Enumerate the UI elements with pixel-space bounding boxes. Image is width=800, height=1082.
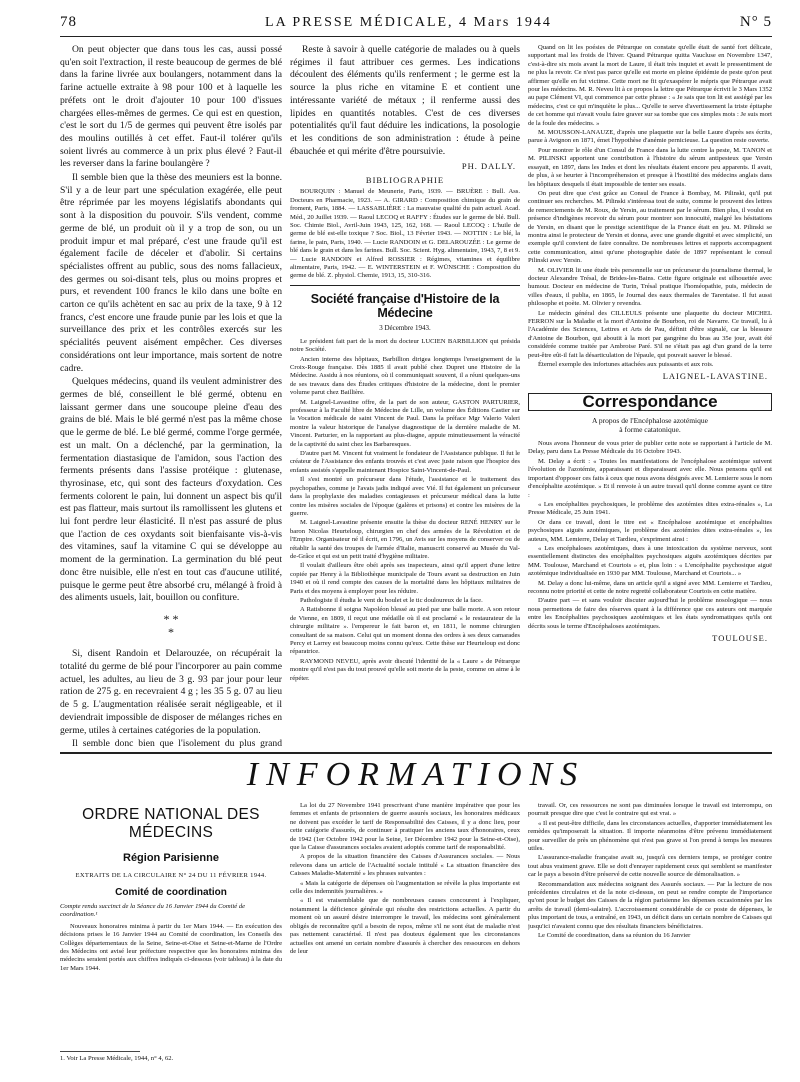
section-date: 3 Décembre 1943. [379,323,431,332]
paragraph: D'autre part — et sans vouloir discuter aujourd'hui le problème nosologique — nous nous permettons de faire des réserves quant à la différence que ces auteurs ont marquée entre les Encéphalites psychosiques azotémiques et les états syndromatiques qu'ils ont décrits sous le terme d'Encéphaloses azotémiques. [528,597,772,630]
paragraph: M. Delay a donc lui-même, dans un article qu'il a signé avec MM. Lemierre et Tardieu, reconnu notre priorité et cette de notre regretté collaborateur Courtois en cette matière. [528,579,772,595]
journal-title: LA PRESSE MÉDICALE, 4 Mars 1944 [265,15,552,30]
paragraph: Nouveaux honoraires minima à partir du 1er Mars 1944. — En exécution des décisions prises le 16 Janvier 1944 au Comité de coordination, les Conseils des Collèges départementaux de la Seine, Seine-et-Oise et Seine-et-Marne de l'Ordre des Médecins ont avisé leur préfecture respective que les honoraires minima des médecins seraient portés aux chiffres indiqués ci-dessous (voir tableau) à la date du 1er Mars 1944. [60,922,282,972]
issue-number: N° 5 [739,14,772,30]
correspondence-subtitle: A propos de l'Encéphalose azotémique à forme catatonique. [592,416,708,434]
informations-title: INFORMATIONS [246,756,586,793]
column-3 [528,44,772,749]
paragraph: Le médecin général des CILLEULS présente une plaquette du docteur MICHEL FERRON sur la Maladie et la mort d'Antoine de Bourbon, roi de Navarre. Ce travail, lu à l'Académie des Sciences, Lettres et Arts de Pau, définit d'être signalé, car la blessure d'Antoine de Bourbon, qui aboutit à la mort par gangrène du bras au 35e jour, avait été considérée comme traitée par Ambroise Paré. S'il ne s'était pas agi d'un grand de la terre peut-être eût-il fait la désarticulation de l'épaule, qui pouvait sauver le blessé. [528,309,772,359]
paragraph: Pathologiste il étudia le vent du boulet et le tic douloureux de la face. [300,596,483,604]
paragraph: Il semble donc bien que l'isolement du plus grand [72,738,282,749]
author-signature: PH. DALLY. [461,161,516,172]
ordre-section [60,802,282,1072]
paragraph: Reste à savoir à quelle catégorie de malades ou à quels régimes il faut attribuer ces germes. Les indications découlent des éléments qu'ils renferment ; le germe est la source la plus riche en vitamine E et contient une intéressante variété de métaux ; il renferme aussi des lipides en quantités notables. C'est de ces diverses potentialités qu'il faut déduire les indications, la posologie et les conditions de son administration : étude à peine ébauchée et qui mérite d'être poursuivie. [290,44,520,157]
paragraph: Il semble bien que la thèse des meuniers est la bonne. S'il y a de leur part une spéculation exagérée, elle peut être réprimée par les moyens législatifs abondants qui sont à la disposition du pouvoir. S'ils vendent, comme germe de blé, un produit où il y a trop de son, ou un produit impur et mal préparé, c'est une fraude qu'il est également facile de déceler et d'abolir. Si certains spécialistes offrent au public, sous des noms fallacieux, des germes ou soi-disant tels, plus ou moins propres et purs, et revendent 100 francs le kilo dans une boîte en carton ce qu'ils achètent en sac au prix de la taxe, 9 à 12 francs, c'est encore une fraude punie par les lois et que la surveillance des prix et les contrôles exercés sur les spécialités peuvent aisément empêcher. Ces diverses considérations ont leur importance, mais sortent de notre cadre. [60,172,282,374]
paragraph: Éternel exemple des infortunes attachées aux puissants et aux rois. [538,361,714,369]
page-number: 78 [60,14,77,30]
paragraph: La loi du 27 Novembre 1941 prescrivant d'une manière impérative que pour les femmes et enfants de prisonniers de guerre assurés sociaux, les honoraires médicaux ne doivent pas excéder le tarif de Responsabilité des Caisses, il y a donc lieu, pour cette catégorie d'assurés, de continuer à pratiquer les anciens taux d'honoraires, ceux de 1942 (1er Octobre 1942 pour la Seine, 1er Décembre 1942 pour la Seine-et-Oise), que la Caisse d'assurances sociales avaient adoptés comme tarif de responsabilité. [290,802,520,852]
informations-column-3 [528,802,772,1072]
paragraph: M. OLIVIER lit une étude très personnelle sur un précurseur du journalisme thermal, le docteur Alexandre Trésal, de Brides-les-Bains. Cette figure originale est silhouettée avec humour. Docteur en médecine de Turin, Trésal pratique l'homéopathie, puis, médecin de villes d'eaux, il publia, en 1865, le Journal des eaux thermales de Tarentaise. Il fut aussi philosophe et poète. M. Olivier y revendra. [528,266,772,308]
paragraph: « Il est peut-être difficile, dans les circonstances actuelles, d'apporter immédiatement les remèdes qu'imposerait la situation. Il importe néanmoins d'être prévenu immédiatement pour surveiller de près un phénomène qui n'est pas grave si l'on prend à temps les mesures utiles. [528,819,772,853]
compte-rendu-line: Compte rendu succinct de la Séance du 16 Janvier 1944 du Comité de coordination.¹ [60,903,246,919]
paragraph: « Mais la catégorie de dépenses où l'augmentation se révèle la plus importante est celle des indemnités journalières. » [290,879,520,896]
paragraph: « Il est vraisemblable que de nombreuses causes concourent à l'expliquer, notamment la déficience générale qui résulte des restrictions actuelles. A partir du moment où un assuré désire interrompre le travail, les médecins sont généralement obligés de reconnaître qu'il a besoin de repos, même s'il ne sont état de maladie n'est pas nettement caractérisé. Il n'est pas douteux également que les circonstances actuelles ont amené un certain nombre d'assurés à chercher des ressources en dehors de leur [290,897,520,955]
author-signature: LAIGNEL-LAVASTINE. [662,371,768,382]
paragraph: Le président fait part de la mort du docteur LUCIEN BARBILLION qui présida notre Société. [290,337,520,354]
paragraph: Quand on lit les poésies de Pétrarque on constate qu'elle était de santé fort délicate, supportant mal les froids de l'hiver. Quand Pétrarque quitta Vaucluse en Novembre 1347, c'est-à-dire six mois avant la mort de Laure, il était très inquiet et avait le pressentiment de ne plus la revoir. Ce n'est pas parce qu'elle est morte en pleine épidémie de peste qu'on peut affirmer qu'elle en fut victime. Cette mort ne fit qu'exaspérer le mépris que Pétrarque avait pour les médecins. M. R. Neveu lit à ce propos la lettre que Pétrarque écrivit le 3 Mars 1352 au pape Clément VI, qui commence par cette phrase : « Je sais que ton lit est assiégé par les médecins, c'est ce qui m'inquiète le plus... Qu'elle te serve d'avertissement la triste épitaphe de cet homme qui n'avait voulu faire graver sur sa tombe que ces simples mots : Je suis mort de la foule des médecins. » [528,44,772,127]
paragraph: RAYMOND NEVEU, après avoir discuté l'identité de la « Laure » de Pétrarque montre qu'il n'est pas du tout prouvé qu'elle soit morte de la peste, comme on aime à le répéter. [290,657,520,682]
paragraph: Il s'est montré un précurseur dans l'étude, l'assistance et le traitement des psychopathes, comme je l'avais jadis indiqué avec Vié. Il fut également un précurseur dans la prophylaxie des maladies contagieuses et précurseur médical dans la lutte contre les misères sociales de l'époque (galères et prisons) et contre les misères de la guerre. [290,476,520,517]
section-separator: * * * [163,611,179,639]
paragraph: Or dans ce travail, dont le titre est « Encéphalose azotémique et encéphalites psychosiques aiguës azotémiques, le problème des azotémies dites extra-rénales », les auteurs, MM. Lemierre, Delay et Tardieu, s'expriment ainsi : [528,518,772,543]
paragraph: Ancien interne des hôpitaux, Barbillion dirigea longtemps l'enseignement de la Croix-Rouge française. Dès 1885 il avait publié chez Dupret une Histoire de la Médecine. Assidu à nos réunions, où il communiquait souvent, il a réuni quelques-uns de ses travaux dans des Études critiques d'histoire de la médecine, dont le premier volume parut chez Baillière. [290,355,520,397]
paragraph: Si, disent Randoin et Delarouzée, on récupérait la totalité du germe de blé pour l'incorporer au pain comme actuel, les adultes, au lieu de 3 g. 93 par jour pour leur ration de 275 g. en recevraient 4 g ; les 35 5 g. 07 au lieu de 5 g. L'augmentation réalisée serait négligeable, et il deviendrait impossible de disposer de mélanges riches en germe, utiles à certaines catégories de la population. [60,648,282,736]
ordre-title: ORDRE NATIONAL DES MÉDECINS [82,806,260,841]
paragraph: Il voulait d'ailleurs être obéi après ses inspecteurs, ainsi qu'il appert d'une lettre copiée par Henry à la Bibliothèque municipale de Tours avant sa destruction en Juin 1940 et où il rend compte des causes de la mortalité dans les hôpitaux militaires de Paris et des moyens à employer pour les réduire. [290,562,520,595]
section-title: Société française d'Histoire de la Médecine [310,291,500,320]
paragraph: A propos de la situation financière des Caisses d'Assurances sociales. — Nous relevons dans un article de l'Actualité sociale intitulé « La situation financière des Caisses Maladie-Maternité » les phrases suivantes : [290,853,520,878]
footnote: 1. Voir La Presse Médicale, 1944, n° 4, 62. [60,1051,140,1062]
paragraph: Le Comité de coordination, dans sa réunion du 16 Janvier [538,932,691,940]
paragraph: On peut dire que c'est grâce au Consul de France à Bombay, M. Pilinski, qu'il put continuer ses recherches. M. Pilinski s'intéressa tout de suite, comme le prouvent des lettres de remerciements de M. Roux, de Yersin, au traitement par le sérum. Bien plus, il voulut en présence d'indigènes recevoir du sérum pour montrer son innocuité, malgré les hésitations de Yersin, en disant que le prestige scientifique de la France était en jeu. M. Pilinski se montra ainsi le protecteur de Yersin et donna, avec une grande dignité et avec simplicité, un exemple qu'il convient de faire connaître. De nombreuses lettres et rapports accompagnent cette communication, ainsi qu'une photographie datée de 1897 représentant le consul Pilinski avec Yersin. [528,189,772,265]
paragraph: « Les encéphaloses azotémiques, dues à une intoxication du système nerveux, sont essentiellement distinctes des encéphalites psychosiques aiguës azotémiques décrites par MM. Toulouse, Marchand et Courtois » et, plus loin : « L'encéphalite psychosique aiguë azotémique individualisée en 1930 par MM. Toulouse, Marchand et Courtois... » [528,544,772,578]
column-1 [60,44,282,749]
bibliography-text: BOURQUIN : Manuel de Meunerie, Paris, 1939. — BRUÈRE : Bull. Ass. Docteurs en Pharmacie, 1923. — A. GIRARD : Composition chimique du grain de froment, Paris, 1884. — LASSABLIÈRE : La mauvaise qualité du pain actuel. Acad. Méd., 20 Juillet 1939. — Raoul LECOQ et RAFFY : Études sur le germe de blé. Bull. Soc. Chimie Biol., Avril-Juin 1943, 125, 162, 168. — Raoul LECOQ : L'huile de germe de blé est-elle toxique ? Soc. Biol., 13 Février 1943. — NOTTIN : Le blé, la farine, le pain, Paris, 1940. — Lucie RANDOIN et G. DELAROUZÉE : Le germe de blé dans le grain et dans les farines. Bull. Soc. Scient. Hyg. alimentaire, 1943, 7, 8 et 9. — Lucie RANDOIN et Alfred ROSSIER : Régimes, vitamines et équilibre alimentaire, Paris, 1942. — E. WINTERSTEIN et F. WÜNSCHE : Composition du germe de blé. Z. physiol. Chemie, 1913, 15, 310-316. [290,188,520,280]
informations-banner [60,752,772,798]
author-signature: TOULOUSE. [712,633,768,643]
divider [290,285,520,286]
paragraph: A Ratisbonne il soigna Napoléon blessé au pied par une balle morte. A son retour de Vienne, en 1809, il reçut une médaille où il est proclamé « le restaurateur de la chirurgie militaire ». l'empereur le fait baron et, en 1811, le nomme chirurgien consultant de sa maison. Celui qui un moment donna des ordres à ses deux camarades Percy et Larrey est beaucoup moins connu qu'eux. Cette thèse sur Heurteloup est donc réparatrice. [290,606,520,656]
paragraph: M. Laignel-Lavastine offre, de la part de son auteur, GASTON PARTURIER, professeur à la Faculté libre de Médecine de Lille, un volume des Éditions Castier sur la Vocation médicale de saint Vincent de Paul. Dans la préface Mgr Valerio Valeri montre la valeur historique de l'analyse diagnostique de la dernière maladie de M. Vincent. Parturier, en la rapportant au plus-diagne, appuie minutieusement la véracité de la captivité du saint chez les Barbaresques. [290,398,520,448]
paragraph: D'autre part M. Vincent fut vraiment le fondateur de l'Assistance publique. Il fut le créateur de l'Assistance des enfants trouvés et c'est avec juste raison que l'hospice des enfants assistés s'appelle maintenant Hospice Saint-Vincent-de-Paul. [290,450,520,474]
paragraph: travail. Or, ces ressources ne sont pas diminuées lorsque le travail est interrompu, on pourrait presque dire que c'est le contraire qui est vrai. » [528,802,772,818]
paragraph: « Les encéphalites psychosiques, le problème des azotémies dites extra-rénales », La Presse Médicale, 25 Juin 1941. [528,500,772,517]
section-body [290,338,520,683]
column-2 [290,44,520,749]
bibliography-heading: BIBLIOGRAPHIE [365,175,445,186]
paragraph: On peut objecter que dans tous les cas, aussi possé qu'en soit l'extraction, il reste beaucoup de germes de blé dans la farine livrée aux boulangers, notamment dans la farine actuelle extraite à 98 pour 100 et à laquelle les préfets ont le droit d'ajouter 10 pour 100 d'issues chargées elles-mêmes de germes. Ce qui est en question, c'est le sort du 1/5 de germes qui peuvent être isolés par des moulins outillés à cet effet. Faut-il tolérer qu'ils soient livrés au commerce à un prix plus élevé ? Faut-il les reverser dans la farine boulangère ? [60,44,282,170]
region-title: Région Parisienne [123,852,219,864]
paragraph: Recommandation aux médecins soignant des Assurés sociaux. — Par la lecture de nos précédentes circulaires et de la note ci-dessus, on peut se rendre compte de l'importance qu'ont pour le budget des Caisses de la région parisienne les dépenses occasionnées par les arrêts de travail (demi-salaire). L'accroissement considérable de ce poste de dépenses, le plus important de tous, a entraîné, en 1943, un déficit dans un certain nombre de Caisses qui jusqu'ici n'avaient connu que des résultats financiers bénéficiaires. [528,880,772,930]
paragraph: L'assurance-maladie française avait su, jusqu'à ces derniers temps, se protéger contre tout abus vraiment grave. Elle se doit d'enrayer rapidement ceux qui semblent se manifester car le pays a besoin d'être préservé de cette nouvelle source de démoralisation. » [528,854,772,879]
paragraph: Nous avons l'honneur de vous prier de publier cette note se rapportant à l'article de M. Delay, paru dans La Presse Médicale du 16 Octobre 1943. [528,440,772,456]
paragraph: M. MOUSSON-LANAUZE, d'après une plaquette sur la belle Laure d'après ses écrits, parue à Avignon en 1871, émet l'hypothèse d'anémie pernicieuse. La question reste ouverte. [528,129,772,145]
paragraph: M. Delay a écrit : « Toutes les manifestations de l'encéphalose azotémique suivent l'évolution de l'azotémie, apparaissant et disparaissant avec elle. Nous pensons qu'il est important d'opposer ces faits à ceux que nous avons désignés avec M. Lemierre sous le nom d'encéphalite azotémique. » Et il renvoie à un autre travail qu'il donne comme ayant ce titre : [528,457,772,499]
informations-column-2 [290,802,520,1072]
paragraph: Pour montrer le rôle d'un Consul de France dans la lutte contre la peste, M. TANON et M. PILINSKI apportent une contribution à l'histoire du sérum antipesteux que Yersin essayait, en 1897, dans les Indes et dont les résultats étaient encore peu apparents. Il avait, de plus, à se heurter à l'incompréhension et presque à l'hostilité des médecins anglais dans les hôpitaux desquels il était impossible de tenter ses essais. [528,146,772,188]
extraits-line: EXTRAITS DE LA CIRCULAIRE N° 24 DU 11 FÉVRIER 1944. [75,872,267,879]
comite-title: Comité de coordination [115,887,227,898]
paragraph: Quelques médecins, quand ils veulent administrer des germes de blé, conseillent le blé germé, obtenu en laissant germer dans une soucoupe pleine d'eau des grains de blé. Mais le blé germé n'est pas la même chose que le germe de blé. Le blé germé, comme l'orge germée, est un malt. On a déclenché, par la germination, la fermentation diastasique de l'amidon, sous l'action des ferments présents dans l'assise protéique : glutenase, thyrosinase, etc, qui sont des facteurs d'oxydation. Ces ferments colorent le pain, lui donnent un aspect bis qu'il est pas flatteur, mais surtout ils ramollissent les glutens et lui font perdre leur élasticité. Il n'est pas assuré de plus que l'action de ces oxydants soit bienfaisante vis-à-vis des vitamines, sauf la vitamine C qui se développe au moment de la germination. La germination du blé peut donc être nuisible, elle n'est en tout cas d'aucune utilité, puisque le germe peut être absorbé cru, mélangé à froid à des aliments usuels, lait, bouillon ou confiture. [60,376,282,604]
correspondence-title: Correspondance [528,393,772,411]
paragraph: M. Laignel-Lavastine présente ensuite la thèse du docteur RENÉ HENRY sur le baron Nicolas Heurteloup, chirurgien en chef des armées de la Révolution et de l'Empire. Organisateur né il écrit, en 1796, un Avis sur les moyens de conserver ou de rétablir la santé des troupes de l'armée d'Italie, manuscrit conservé au Musée du Val-de-Grâce et qui est un petit traité d'hygiène militaire. [290,519,520,560]
page-header [60,14,772,37]
